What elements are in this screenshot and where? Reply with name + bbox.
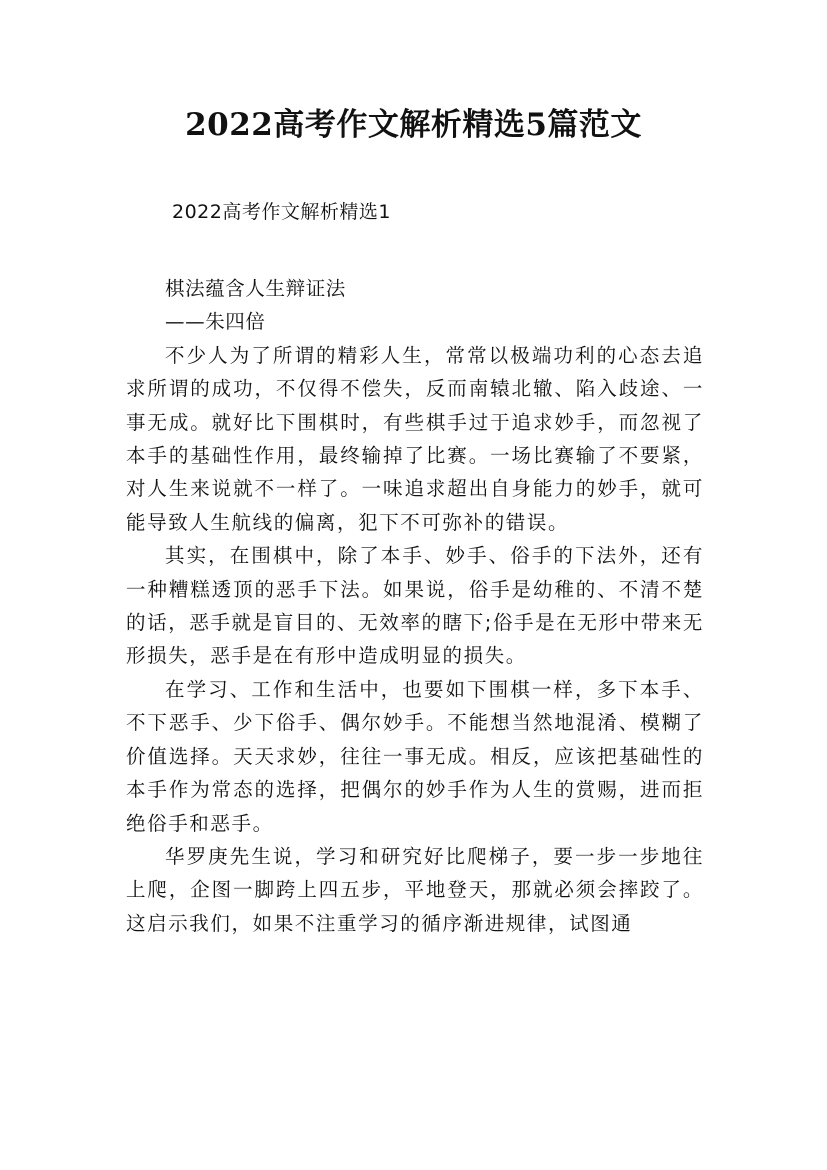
essay-title: 棋法蕴含人生辩证法 xyxy=(165,277,346,300)
body-paragraph-2: 其实，在围棋中，除了本手、妙手、俗手的下法外，还有一种糟糕透顶的恶手下法。如果说，俗手是幼稚的、不清不楚的话，恶手就是盲目的、无效率的瞎下;俗手是在无形中带来无形损失，恶手是在有形中造成明显的损失。 xyxy=(126,544,704,668)
section-title: 2022高考作文解析精选1 xyxy=(172,201,391,223)
body-paragraph-4: 华罗庚先生说，学习和研究好比爬梯子，要一步一步地往上爬，企图一脚跨上四五步，平地登天，那就必须会摔跤了。这启示我们，如果不注重学习的循序渐进规律，试图通 xyxy=(126,844,704,935)
essay-author: ——朱四倍 xyxy=(165,310,266,334)
document-body xyxy=(126,272,704,940)
body-paragraph-1: 不少人为了所谓的精彩人生，常常以极端功利的心态去追求所谓的成功，不仅得不偿失，反而南辕北辙、陷入歧途、一事无成。就好比下围棋时，有些棋手过于追求妙手，而忽视了本手的基础性作用，最终输掉了比赛。一场比赛输了不要紧，对人生来说就不一样了。一味追求超出自身能力的妙手，就可能导致人生航线的偏离，犯下不可弥补的错误。 xyxy=(126,343,704,534)
document-title: 2022高考作文解析精选5篇范文 xyxy=(185,107,642,143)
body-paragraph-3: 在学习、工作和生活中，也要如下围棋一样，多下本手、不下恶手、少下俗手、偶尔妙手。不能想当然地混淆、模糊了价值选择。天天求妙，往往一事无成。相反，应该把基础性的本手作为常态的选择，把偶尔的妙手作为人生的赏赐，进而拒绝俗手和恶手。 xyxy=(126,677,704,835)
